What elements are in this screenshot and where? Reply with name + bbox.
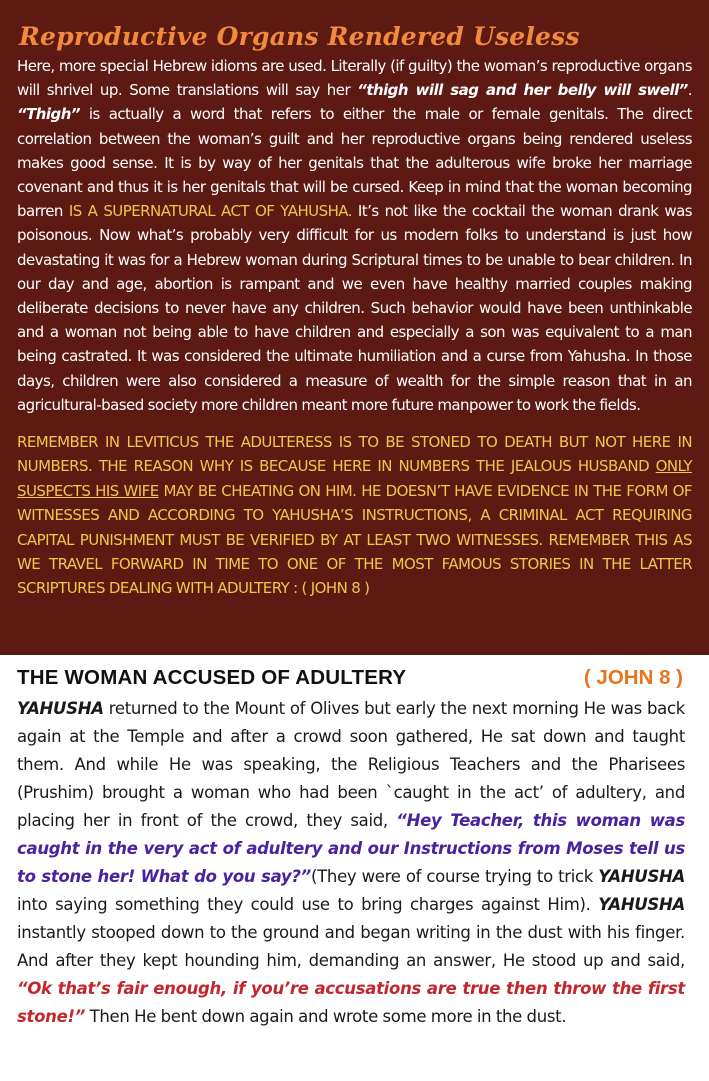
yahusha-quote: “Ok that’s fair enough, if you’re accusations are true then throw the first stone!”: [17, 979, 685, 1026]
text-run: Then He bent down again and wrote some more in the dust.: [85, 1007, 567, 1026]
text-run: REMEMBER IN LEVITICUS THE ADULTERESS IS TO BE STONED TO DEATH BUT NOT HERE IN NUMBERS. THE REASON WHY IS BECAUSE HERE IN NUMBERS THE JEALOUS HUSBAND: [17, 433, 692, 476]
text-run: into saying something they could use to bring charges against Him).: [17, 895, 599, 914]
text-run: is actually a word that refers to either the male or female genitals. The direct correlation between the woman’s guilt and her reproductive organs being rendered useless makes good sense. It is by way of her genitals that the adulterous wife broke her marriage covenant and thus it is her genitals that will be cursed. Keep in mind that the woman becoming barren: [17, 105, 692, 221]
text-run: MAY BE CHEATING ON HIM. HE DOESN’T HAVE EVIDENCE IN THE FORM OF WITNESSES AND ACCORDING TO YAHUSHA’S INSTRUCTIONS, A CRIMINAL ACT REQUIRING CAPITAL PUNISHMENT MUST BE VERIFIED BY AT LEAST TWO WITNESSES. REMEMBER THIS AS WE TRAVEL FORWARD IN TIME TO ONE OF THE MOST FAMOUS STORIES IN THE LATTER SCRIPTURES DEALING WITH ADULTERY : ( JOHN 8 ): [17, 481, 692, 598]
pharisees-quote: “Hey Teacher, this woman was caught in the very act of adultery and our Instructions from Moses tell us to stone her! What do you say?”: [17, 811, 685, 886]
text-run: Here, more special Hebrew idioms are used. Literally (if guilty) the woman’s reproductive organs will shrivel up. Some translations will say her: [17, 57, 692, 100]
name-yahusha: YAHUSHA: [17, 699, 104, 718]
caps-note-paragraph: [17, 430, 692, 601]
highlight-text: IS A SUPERNATURAL ACT OF YAHUSHA.: [68, 202, 352, 221]
story-heading-row: [17, 662, 685, 692]
scripture-reference: ( JOHN 8 ): [583, 666, 683, 689]
thigh-quote: “thigh will sag and her belly will swell”: [357, 81, 688, 100]
story-section: [17, 662, 685, 1031]
commentary-paragraph: [17, 54, 692, 417]
text-run: It’s not like the cocktail the woman drank was poisonous. Now what’s probably very difficult for us modern folks to understand is just how devastating it was for a Hebrew woman during Scriptural times to be unable to bear children. In our day and age, abortion is rampant and we even have healthy married couples making deliberate decisions to never have any children. Such behavior would have been unthinkable and a woman not being able to have children and especially a son was equivalent to a man being castrated. It was considered the ultimate humiliation and a curse from Yahusha. In those days, children were also considered a measure of wealth for the simple reason that in an agricultural-based society more children meant more future manpower to work the fields.: [17, 202, 692, 414]
text-run: returned to the Mount of Olives but early the next morning He was back again at the Temple and after a crowd soon gathered, He sat down and taught them. And while He was speaking, the Religious Teachers and the Pharisees (Prushim) brought a woman who had been `caught in the act’ of adultery, and placing her in front of the crowd, they said,: [17, 699, 685, 830]
story-paragraph: [17, 695, 685, 1031]
thigh-term: “Thigh”: [17, 105, 80, 124]
story-heading: THE WOMAN ACCUSED OF ADULTERY: [17, 666, 407, 689]
text-run: .: [687, 81, 692, 100]
name-yahusha: YAHUSHA: [598, 895, 685, 914]
underlined-text: ONLY SUSPECTS HIS WIFE: [17, 457, 692, 500]
name-yahusha: YAHUSHA: [598, 867, 686, 886]
section-title: Reproductive Organs Rendered Useless: [19, 22, 580, 51]
text-run: (They were of course trying to trick: [311, 867, 599, 886]
text-run: instantly stooped down to the ground and began writing in the dust with his finger. And after they kept hounding him, demanding an answer, He stood up and said,: [17, 923, 685, 970]
